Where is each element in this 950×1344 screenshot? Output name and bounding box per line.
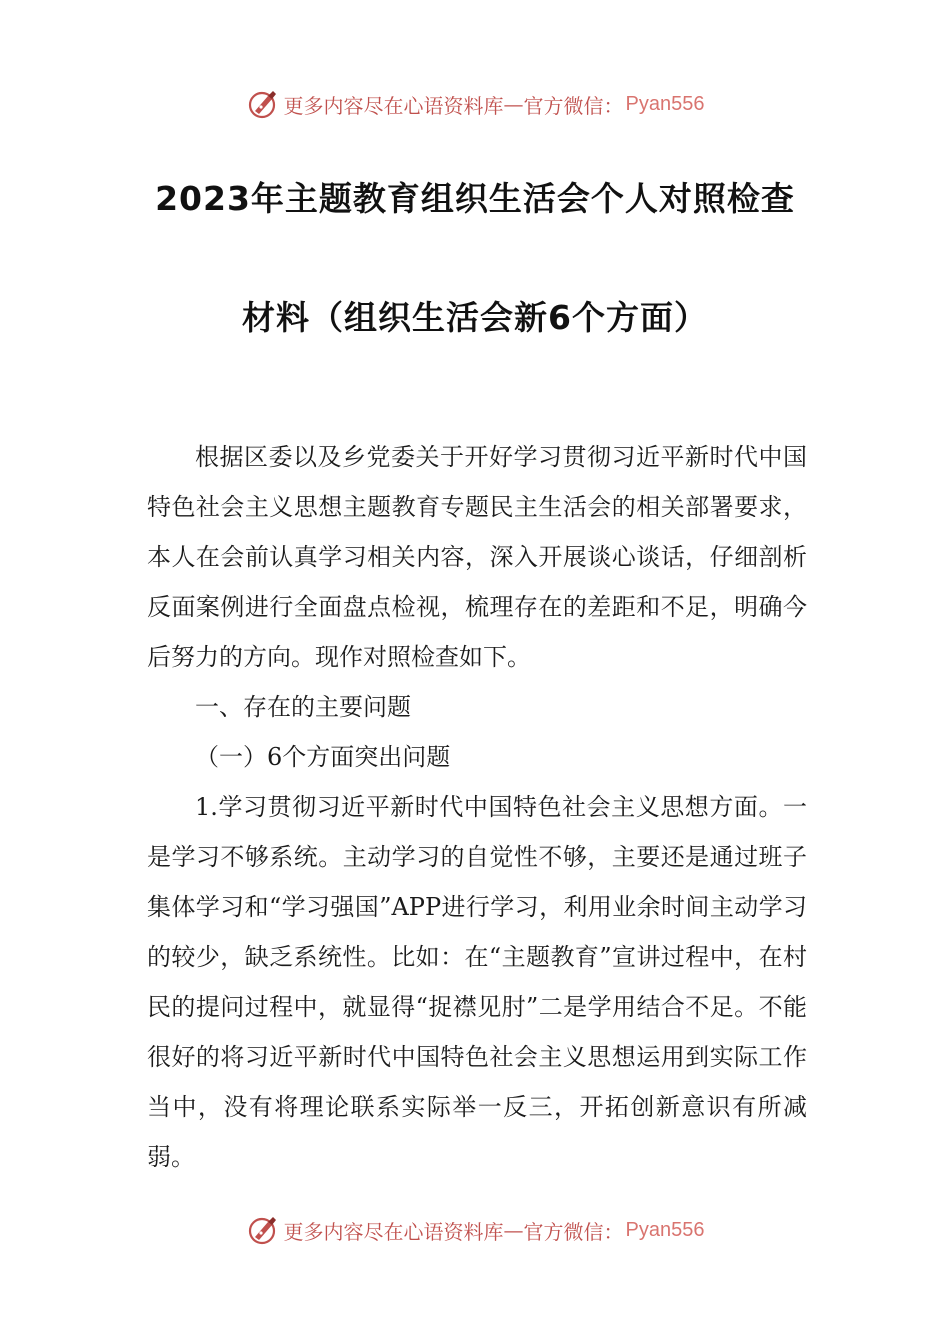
paragraph-item-1: 1.学习贯彻习近平新时代中国特色社会主义思想方面。一是学习不够系统。主动学习的自觉性不够，主要还是通过班子集体学习和“学习强国”APP进行学习，利用业余时间主动学习的较少，缺乏系统性。比如：在“主题教育”宣讲过程中，在村民的提问过程中，就显得“捉襟见肘”二是学用结合不足。不能很好的将习近平新时代中国特色社会主义思想运用到实际工作当中，没有将理论联系实际举一反三，开拓创新意识有所减弱。: [147, 793, 807, 1171]
watermark-dash: —: [503, 1218, 524, 1242]
pen-nib-logo-icon: [246, 1213, 280, 1247]
watermark-text: 更多内容尽在心语资料库: [283, 1219, 504, 1244]
footer-watermark: [0, 1210, 950, 1250]
header-watermark: [0, 84, 950, 124]
paragraph-intro: 根据区委以及乡党委关于开好学习贯彻习近平新时代中国特色社会主义思想主题教育专题民主生活会的相关部署要求，本人在会前认真学习相关内容，深入开展谈心谈话，仔细剖析反面案例进行全面盘点检视，梳理存在的差距和不足，明确今后努力的方向。现作对照检查如下。: [147, 443, 807, 671]
document-body: [147, 432, 807, 1182]
watermark-dash: —: [503, 92, 524, 116]
pen-nib-logo-icon: [246, 87, 280, 121]
watermark-text: 更多内容尽在心语资料库: [283, 93, 504, 118]
document-title-line1: 2023年主题教育组织生活会个人对照检查: [155, 179, 795, 218]
document-title-line2: 材料（组织生活会新6个方面）: [242, 298, 708, 337]
watermark-sub: 官方微信：: [523, 93, 624, 118]
subsection-heading: （一）6个方面突出问题: [195, 743, 451, 771]
watermark-id: Pyan556: [625, 92, 705, 115]
watermark-id: Pyan556: [625, 1218, 705, 1241]
watermark-sub: 官方微信：: [523, 1219, 624, 1244]
section-heading: 一、存在的主要问题: [195, 693, 411, 721]
